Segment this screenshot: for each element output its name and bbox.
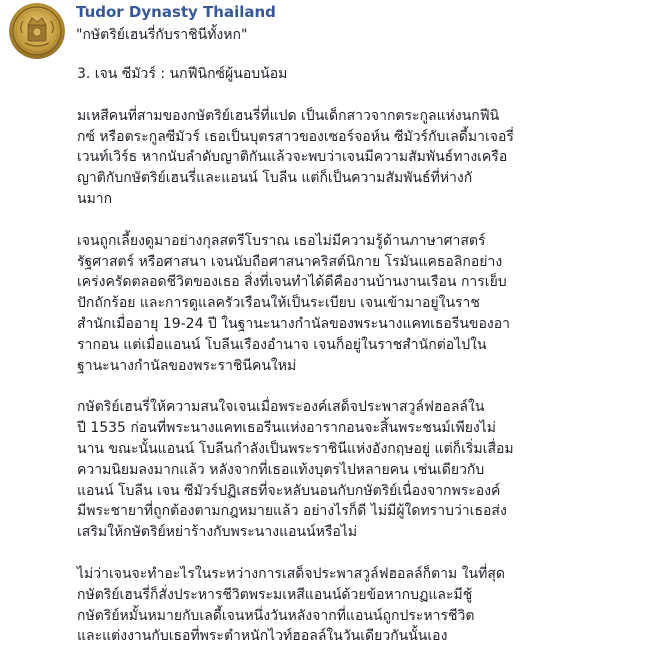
post-paragraph: เจนถูกเลี้ยงดูมาอย่างกุลสตรีโบราณ เธอไม่มีความรู้ด้านภาษาศาสตร์ รัฐศาสตร์ หรือศาสนา เจนนับถือศาสนาคริสต์นิกาย โรมันแคธอลิกอย่าง เคร่งครัดตลอดชีวิตของเธอ สิ่งที่เจนทำได้ดีคืองานบ้านงานเรือน การเย็บ ปักถักร้อย และการดูแลครัวเรือนให้เป็นระเบียบ เจนเข้ามาอยู่ในราช สำนักเมื่ออายุ 19-24 ปี ในฐานะนางกำนัลของพระนางแคทเธอรีนของอา รากอน แต่เมื่อแอนน์ โบลีนเรืองอำนาจ เจนก็อยู่ในราชสำนักต่อไปใน ฐานะนางกำนัลของพระราชินีคนใหม่ <box>77 232 510 374</box>
post-body <box>77 64 649 647</box>
tudor-seal-icon <box>9 3 65 59</box>
post-subtitle: "กษัตริย์เฮนรี่กับราชินีทั้งหก" <box>76 27 248 43</box>
page-name-link[interactable]: Tudor Dynasty Thailand <box>76 3 276 21</box>
post-heading: 3. เจน ซีมัวร์ : นกฟีนิกซ์ผู้นอบน้อม <box>77 66 288 82</box>
post-paragraph: ไม่ว่าเจนจะทำอะไรในระหว่างการเสด็จประพาสวูล์ฟฮอลล์ก็ตาม ในที่สุด กษัตริย์เฮนรี่ก็สั่งประหารชีวิตพระมเหสีแอนน์ด้วยข้อหากบฏและมีชู้ กษัตริย์หมั้นหมายกับเลดี้เจนหนึ่งวันหลังจากที่แอนน์ถูกประหารชีวิต และแต่งงานกับเธอที่พระตำหนักไวท์ฮอลล์ในวันเดียวกันนั้นเอง <box>77 565 505 645</box>
page-avatar[interactable] <box>9 3 65 59</box>
post-paragraph: มเหสีคนที่สามของกษัตริย์เฮนรี่ที่แปด เป็นเด็กสาวจากตระกูลแห่งนกฟีนิ กซ์ หรือตระกูลซีมัวร์ เธอเป็นบุตรสาวของเซอร์จอห์น ซีมัวร์กับเลดี้มาเจอรี่ เวนท์เวิร์ธ หากนับลำดับญาติกันแล้วจะพบว่าเจนมีความสัมพันธ์ทางเครือ ญาติกับกษัตริย์เฮนรี่และแอนน์ โบลีน แต่ก็เป็นความสัมพันธ์ที่ห่างกั นมาก <box>77 107 514 207</box>
post-paragraph: กษัตริย์เฮนรี่ให้ความสนใจเจนเมื่อพระองค์เสด็จประพาสวูล์ฟฮอลล์ใน ปี 1535 ก่อนที่พระนางแคทเธอรีนแห่งอารากอนจะสิ้นพระชนม์เพียงไม่ นาน ขณะนั้นแอนน์ โบลีนกำลังเป็นพระราชินีแห่งอังกฤษอยู่ แต่ก็เริ่มเสื่อม ความนิยมลงมากแล้ว หลังจากที่เธอแท้งบุตรไปหลายคน เช่นเดียวกับ แอนน์ โบลีน เจน ซีมัวร์ปฏิเสธที่จะหลับนอนกับกษัตริย์เนื่องจากพระองค์ มีพระชายาที่ถูกต้องตามกฎหมายแล้ว อย่างไรก็ดี ไม่มีผู้ใดทราบว่าเธอส่ง เสริมให้กษัตริย์หย่าร้างกับพระนางแอนน์หรือไม่ <box>77 399 514 541</box>
